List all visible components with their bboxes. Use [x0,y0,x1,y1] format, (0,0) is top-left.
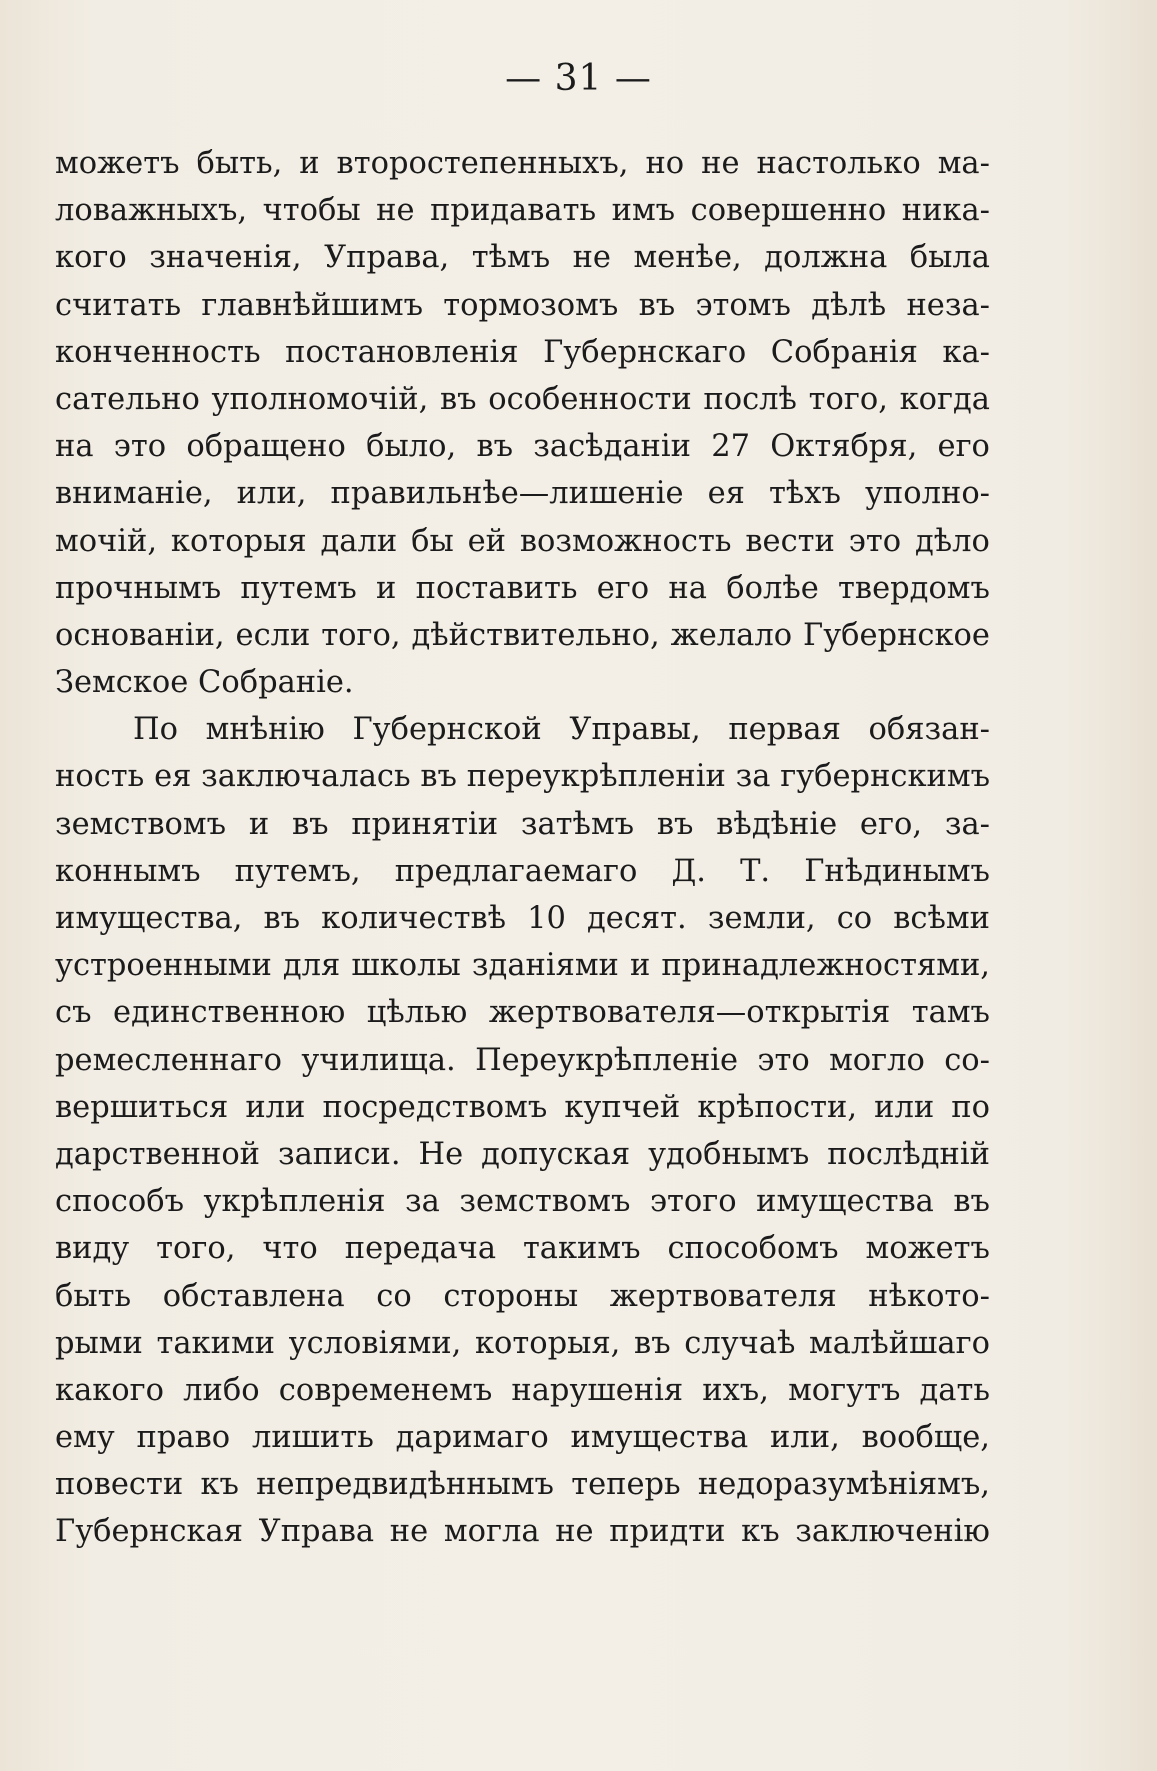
word: жертвователя—открытія [488,995,891,1031]
word: что [262,1231,318,1267]
word: въ [263,901,301,936]
word: или, [770,1420,840,1456]
word: ремесленнаго [55,1042,283,1078]
word: можетъ [55,146,180,181]
word: повести [55,1467,184,1503]
word: земли, [707,901,816,936]
word: въ [634,1325,671,1361]
word: такими [156,1325,276,1361]
word: способъ [55,1184,184,1220]
word: которыя [170,523,307,559]
word: въ [638,287,676,323]
word: обставлена [162,1278,345,1314]
text-line: Земское Собраніе. [55,665,354,701]
text-line [55,1414,990,1461]
word: возможность [519,523,732,559]
word: обязан- [868,712,990,748]
word: совершенно [690,193,887,229]
word: современемъ [278,1372,493,1408]
word: въ [291,806,329,842]
word: когда [899,381,990,417]
word: не [389,1514,429,1550]
word: постановленія [285,334,519,370]
text-line [55,1225,990,1272]
text-line [55,1367,990,1414]
text-line [55,989,990,1036]
word: засѣданіи [533,429,691,465]
word: послѣдній [827,1136,990,1172]
word: никa- [901,193,990,229]
word: къ [741,1514,780,1550]
word: купчей [564,1089,681,1125]
word: на [668,570,707,606]
word: всѣми [893,901,990,936]
word: рыми [55,1325,143,1361]
text-line [55,848,990,895]
text-line [55,612,990,659]
word: мочій, [55,523,158,559]
word: случаѣ [684,1325,796,1361]
text-line [55,753,990,800]
word: основаніи, [55,617,225,653]
word: значенія, [149,240,302,276]
word: виду [55,1231,130,1267]
word: заключалась [201,759,411,795]
word: дарственной [55,1136,261,1172]
word: дѣло [914,523,990,559]
word: вершиться [55,1089,229,1125]
word: за- [944,806,990,842]
text-line [55,1273,990,1320]
word: его, [859,806,923,842]
word: ихъ, [702,1372,769,1408]
word: тормозомъ [443,287,619,323]
text-line [55,282,990,329]
word: единственною [113,995,346,1031]
text-line [55,329,990,376]
text-line [55,1037,990,1084]
word: имущества [570,1420,749,1456]
word: Т. [740,853,771,889]
word: Управа, [324,240,450,276]
text-line [55,1178,990,1225]
word: могутъ [788,1372,901,1408]
text-line [55,1461,990,1508]
word: земствомъ [459,1184,631,1220]
word: къ [200,1467,239,1503]
text-line [55,801,990,848]
word: принятіи [351,806,499,842]
word: и [376,570,397,606]
word: зданіями [471,948,619,984]
body-text [55,140,990,1556]
word: было, [366,429,457,465]
word: по [951,1089,990,1125]
word: допуская [481,1136,631,1172]
word: должна [764,240,888,276]
word: Управа [258,1514,375,1550]
text-line [55,942,990,989]
word: даримаго [395,1420,549,1456]
word: не [376,193,415,229]
word: количествѣ [321,901,507,936]
text-line [55,187,990,234]
word: Д. [671,853,706,889]
word: была [909,240,990,276]
word: малѣйшаго [809,1325,990,1361]
word: ность [55,759,145,795]
word: ея [707,476,745,512]
word: менѣе, [633,240,742,276]
word: предлагаемаго [394,853,638,889]
word: конченность [55,334,261,370]
word: или [874,1089,935,1125]
word: для [282,948,341,984]
word: правильнѣе—лишеніе [330,476,684,512]
word: на [55,429,94,465]
word: 27 [711,429,751,465]
word: этомъ [695,287,791,323]
word: ма- [937,146,990,181]
word: можетъ [865,1231,990,1267]
text-line [55,376,990,423]
word: путемъ [240,570,357,606]
word: или, [236,476,307,512]
word: тѣхъ [769,476,841,512]
word: его [937,429,990,465]
word: вообще, [861,1420,990,1456]
word: это [848,523,902,559]
word: записи. [277,1136,401,1172]
word: Переукрѣпленіе [475,1042,739,1078]
word: ему [55,1420,115,1456]
word: Губернской [352,712,542,748]
word: придавать [430,193,597,229]
word: Октября, [770,429,918,465]
word: первая [728,712,841,748]
word: тѣмъ [471,240,551,276]
word: непредвидѣннымъ [256,1467,554,1503]
word: неза- [906,287,990,323]
word: особенности [488,381,692,417]
text-line [55,423,990,470]
text-line [55,1508,990,1555]
word: школы [351,948,461,984]
word: уполно- [864,476,990,512]
text-line [55,140,990,187]
word: или [245,1089,306,1125]
word: въ [420,759,457,795]
text-line [55,565,990,612]
word: и [299,146,320,181]
word: сательно [55,381,200,417]
word: губернскимъ [780,759,990,795]
word: послѣ [703,381,797,417]
word: нѣкото- [868,1278,990,1314]
word: ей [467,523,506,559]
word: имущества, [55,901,243,936]
word: со [376,1278,412,1314]
word: Губернское [803,617,990,653]
word: училища. [301,1042,456,1078]
word: передача [344,1231,496,1267]
word: въ [439,381,477,417]
text-line [55,1131,990,1178]
word: мнѣнію [205,712,325,748]
word: По [133,712,178,748]
word: быть, [196,146,283,181]
word: либо [183,1372,260,1408]
word: Не [418,1136,464,1172]
word: 10 [527,901,566,936]
word: коннымъ [55,853,201,889]
word: недоразумѣніямъ, [697,1467,990,1503]
text-line [55,1084,990,1131]
word: жертвователя [609,1278,837,1314]
word: не [555,1514,594,1550]
word: обращено [186,429,346,465]
word: Гнѣдинымъ [804,853,990,889]
word: имущества [756,1184,934,1220]
word: такимъ [522,1231,641,1267]
word: въ [476,429,514,465]
text-line [55,895,990,942]
word: имъ [611,193,676,229]
word: уполномочій, [211,381,429,417]
word: Собранія [770,334,918,370]
word: могла [443,1514,540,1550]
word: твердомъ [838,570,990,606]
word: и [248,806,270,842]
word: вести [745,523,835,559]
word: если [235,617,311,653]
word: крѣпости, [697,1089,858,1125]
word: ловажныхъ, [55,193,248,229]
word: Управы, [569,712,701,748]
word: теперь [571,1467,681,1503]
word: бы [411,523,454,559]
word: чтобы [262,193,361,229]
text-line [55,518,990,565]
word: земствомъ [55,806,227,842]
word: которыя, [474,1325,621,1361]
word: того, [808,381,888,417]
word: способомъ [667,1231,839,1267]
word: и [629,948,651,984]
word: со [836,901,873,936]
word: за [735,759,771,795]
word: путемъ, [234,853,361,889]
word: посредствомъ [322,1089,548,1125]
word: вѣдѣніе [716,806,838,842]
word: въ [953,1184,990,1220]
word: быть [55,1278,132,1314]
word: цѣлью [366,995,468,1031]
word: дали [320,523,398,559]
word: принадлежностями, [661,948,990,984]
word: тамъ [911,995,990,1031]
word: главнѣйшимъ [201,287,423,323]
word: поставить [415,570,578,606]
word: лишить [251,1420,374,1456]
word: но [645,146,685,181]
word: Губернскаго [543,334,747,370]
word: его [596,570,650,606]
word: какого [55,1372,165,1408]
text-line [55,1320,990,1367]
word: не [701,146,740,181]
word: этого [649,1184,737,1220]
word: болѣе [726,570,819,606]
word: устроенными [55,948,272,984]
word: дѣйствительно, [411,617,660,653]
word: дать [919,1372,990,1408]
word: заключенію [795,1514,990,1550]
word: затѣмъ [520,806,635,842]
word: вниманіе, [55,476,213,512]
word: переукрѣпленіи [466,759,726,795]
word: условіями, [288,1325,462,1361]
word: кого [55,240,127,276]
word: съ [55,995,92,1031]
word: стороны [443,1278,579,1314]
word: желало [670,617,793,653]
page-number: — 31 — [505,58,652,99]
word: Губернская [55,1514,243,1550]
word: могло [829,1042,925,1078]
word: ея [154,759,192,795]
word: прочнымъ [55,570,222,606]
word: за [405,1184,440,1220]
word: это [757,1042,810,1078]
text-line [55,234,990,281]
word: того, [321,617,401,653]
word: нарушенія [511,1372,684,1408]
text-line [55,706,990,753]
word: укрѣпленія [203,1184,386,1220]
word: дѣлѣ [811,287,887,323]
word: настолько [756,146,921,181]
word: того, [156,1231,236,1267]
word: со- [944,1042,990,1078]
word: не [572,240,611,276]
word: удобнымъ [648,1136,810,1172]
word: это [113,429,167,465]
word: считать [55,287,182,323]
word: право [136,1420,231,1456]
word: десят. [587,901,687,936]
word: въ [656,806,694,842]
word: второстепенныхъ, [336,146,629,181]
word: ка- [942,334,990,370]
text-line [55,470,990,517]
word: придти [609,1514,726,1550]
